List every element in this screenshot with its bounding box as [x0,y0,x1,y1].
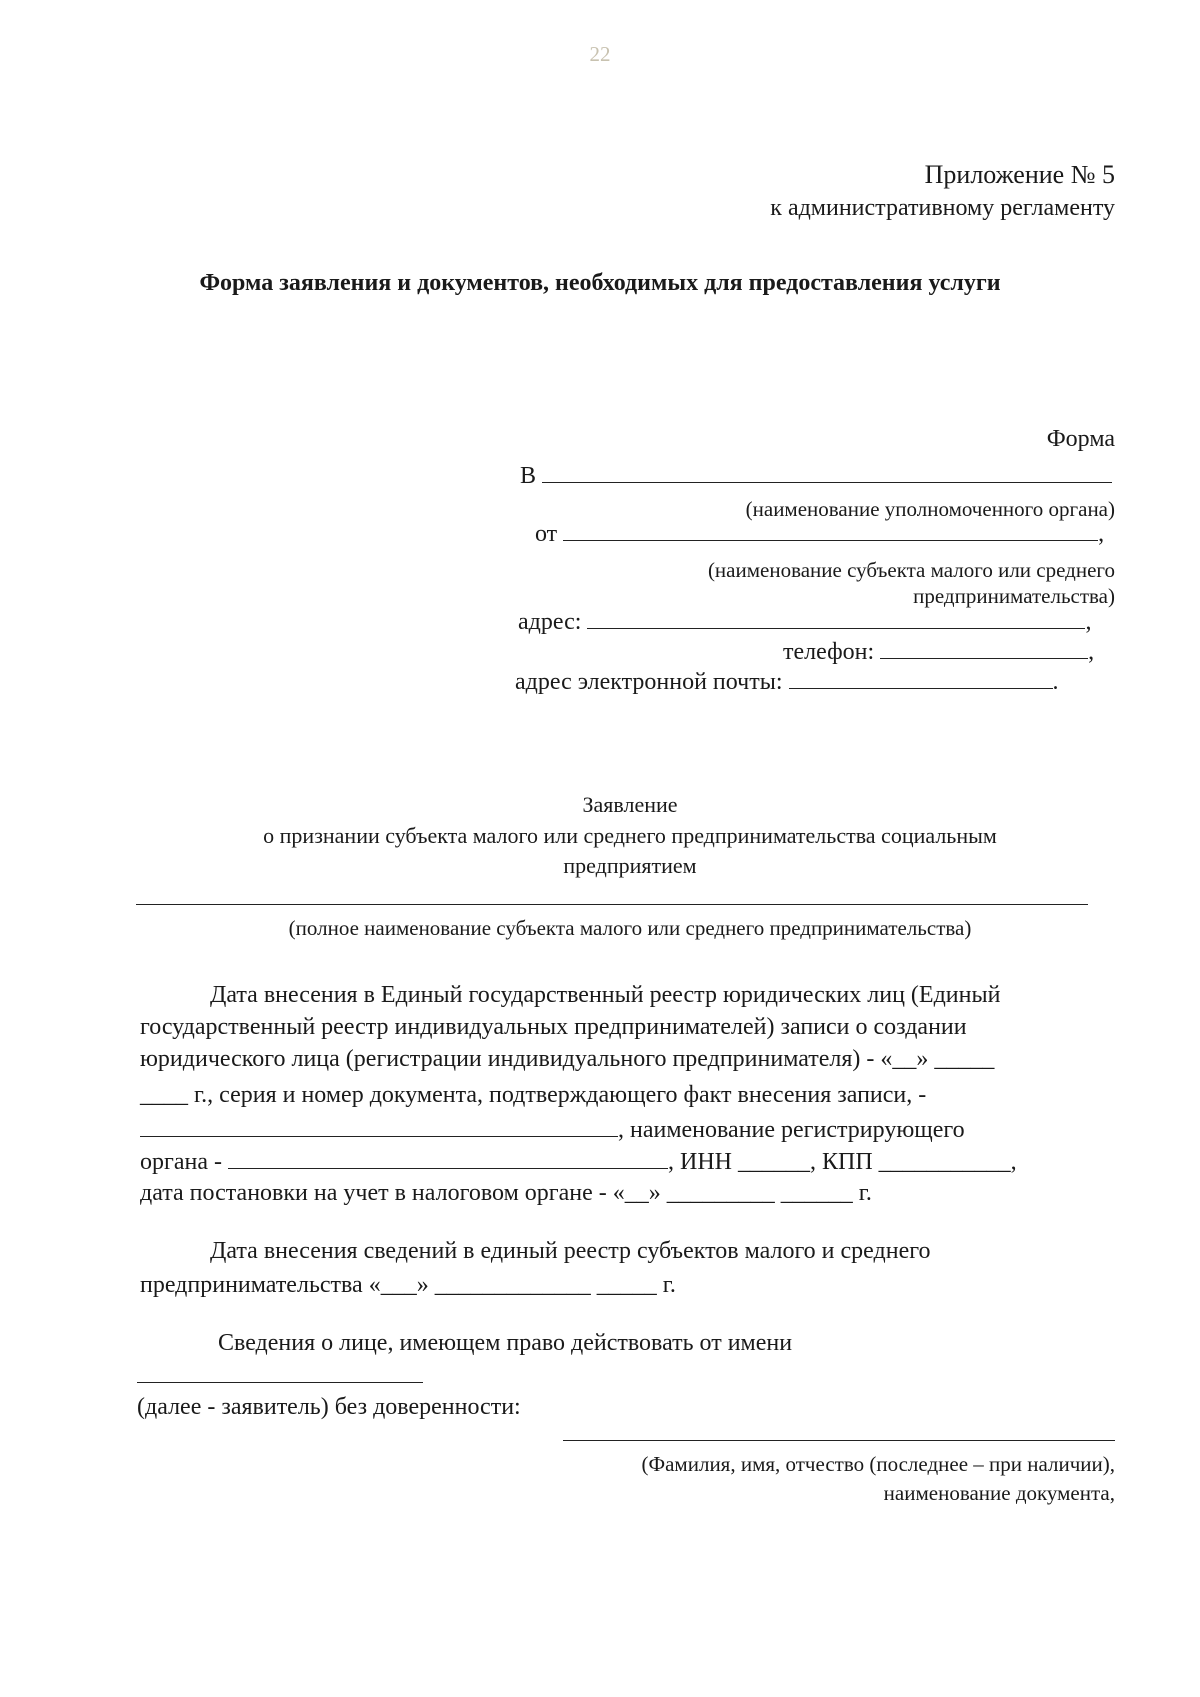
registry-line5-suffix: , наименование регистрирующего [618,1117,965,1143]
sme-line1: Дата внесения сведений в единый реестр субъектов малого и среднего [210,1238,931,1264]
email-line [515,668,1059,696]
email-field[interactable] [789,668,1053,689]
statement-subtitle-line1: о признании субъекта малого или среднего предпринимательства социальным [263,823,997,848]
authority-caption: (наименование уполномоченного органа) [745,497,1115,521]
email-suffix: . [1052,669,1059,695]
registry-line1: Дата внесения в Единый государственный реестр юридических лиц (Единый [210,982,1001,1008]
phone-label: телефон: [783,639,875,665]
registry-line3: юридического лица (регистрации индивидуального предпринимателя) - «__» _____ [140,1046,995,1072]
sme-line2: предпринимательства «___» _____________ _____ г. [140,1272,676,1298]
person-line1: Сведения о лице, имеющем право действовать от имени [218,1330,793,1356]
person-caption-line1: (Фамилия, имя, отчество (последнее – при наличии), [641,1452,1115,1476]
page-number: 22 [589,42,611,66]
registering-authority-field[interactable] [228,1148,668,1169]
authority-name-field[interactable] [542,462,1112,483]
entity-name-blank[interactable] [137,1382,423,1383]
inn-kpp-text: , ИНН ______, КПП ___________, [667,1149,1017,1175]
page-title: Форма заявления и документов, необходимых для предоставления услуги [199,270,1001,296]
applicant-caption-line1: (наименование субъекта малого или среднего [707,558,1115,582]
address-label: адрес: [518,609,582,635]
authority-prefix: органа - [140,1149,222,1175]
address-field[interactable] [587,608,1085,629]
to-prefix: В [520,463,537,489]
phone-line [783,638,1094,666]
address-line [518,608,1091,636]
entity-name-caption: (полное наименование субъекта малого или среднего предпринимательства) [288,916,972,940]
appendix-number: Приложение № 5 [924,160,1115,189]
from-prefix: от [535,521,558,547]
person-line3: (далее - заявитель) без доверенности: [137,1394,521,1420]
email-label: адрес электронной почты: [515,669,783,695]
registry-line7: дата постановки на учет в налоговом органе - «__» _________ ______ г. [140,1180,872,1206]
applicant-person-field[interactable] [563,1440,1115,1441]
person-caption-line2: наименование документа, [883,1481,1115,1505]
to-line [520,462,1112,490]
registry-line4: ____ г., серия и номер документа, подтверждающего факт внесения записи, - [140,1082,927,1108]
applicant-name-field[interactable] [563,520,1098,541]
form-label: Форма [1046,426,1115,452]
registry-line5 [140,1116,965,1144]
from-line [535,520,1104,548]
applicant-caption-line2: предпринимательства) [913,584,1115,608]
phone-field[interactable] [880,638,1088,659]
registry-line2: государственный реестр индивидуальных предпринимателей) записи о создании [140,1014,967,1040]
address-suffix: , [1085,609,1092,635]
document-number-field[interactable] [140,1116,618,1137]
statement-subtitle-line2: предприятием [563,853,697,878]
statement-title: Заявление [582,792,678,817]
entity-full-name-field[interactable] [136,904,1088,905]
appendix-reference: к административному регламенту [770,195,1115,221]
from-suffix: , [1098,521,1105,547]
registry-line6 [140,1148,1017,1176]
phone-suffix: , [1088,639,1095,665]
